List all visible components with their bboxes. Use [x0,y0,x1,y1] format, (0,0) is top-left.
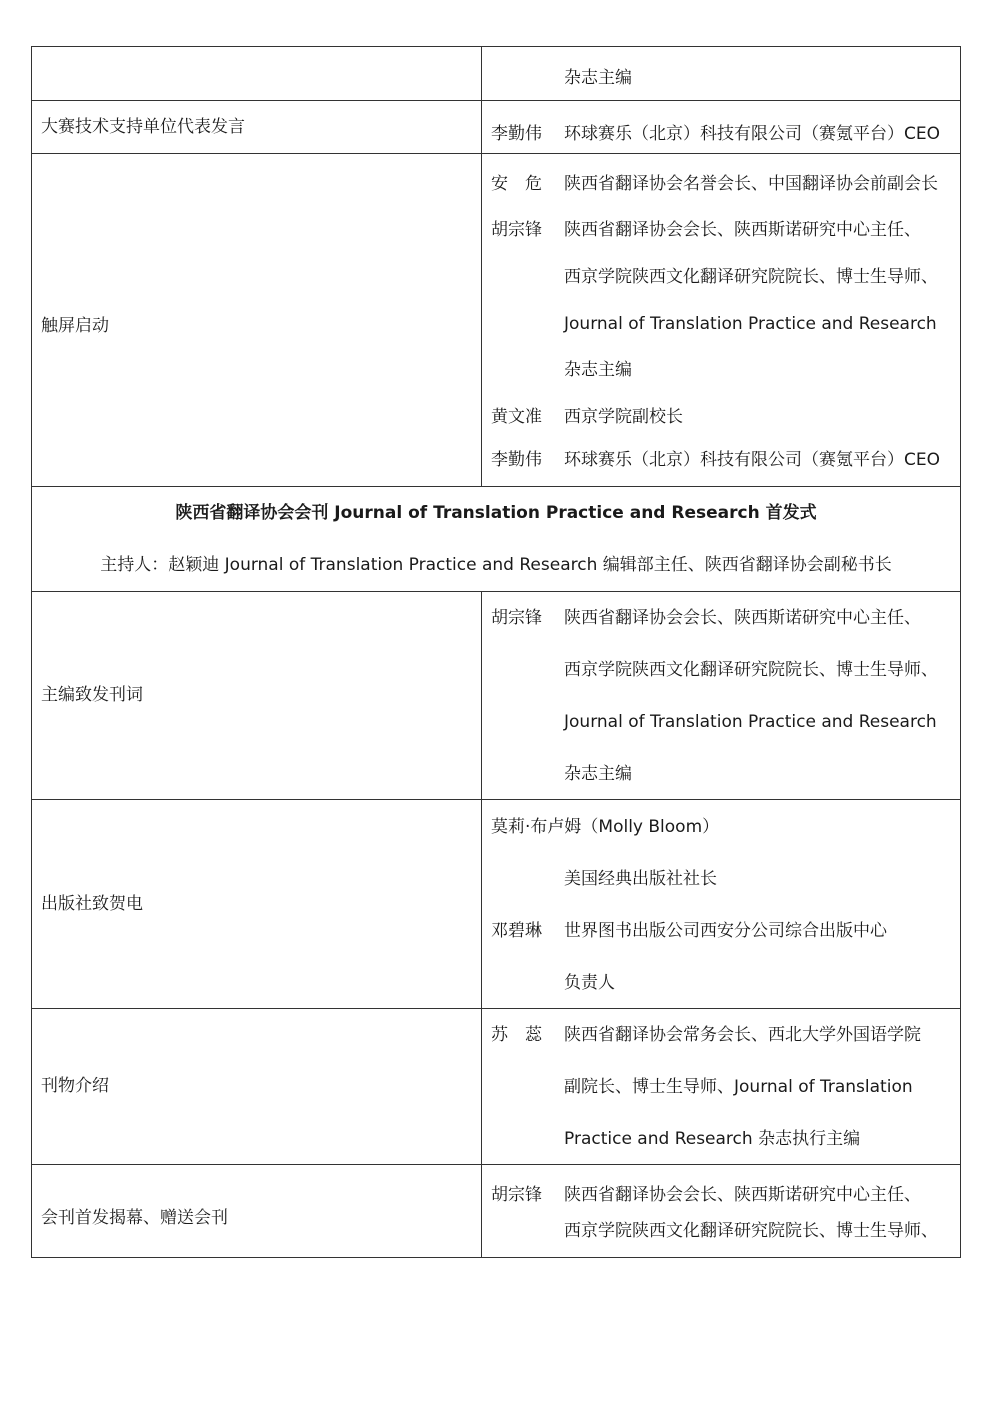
row-4-person-2-line-2: 负责人 [564,973,615,993]
row-6-name: 胡宗锋 [491,1185,542,1205]
row-divider [32,799,960,800]
row-divider [32,100,960,101]
row-4-person-2-line-1: 世界图书出版公司西安分公司综合出版中心 [564,921,887,941]
row-5-name: 苏 蕊 [491,1025,542,1045]
row-1-label: 大赛技术支持单位代表发言 [41,117,245,137]
row-6-line-2: 西京学院陕西文化翻译研究院院长、博士生导师、 [564,1221,938,1241]
row-divider [32,486,960,487]
row-divider [32,1164,960,1165]
row-2-person-3-name: 黄文准 [491,407,542,427]
row-divider [32,591,960,592]
row-3-line-4: 杂志主编 [564,764,632,784]
row-1-line-1: 环球赛乐（北京）科技有限公司（赛氪平台）CEO [564,124,940,144]
row-3-name: 胡宗锋 [491,608,542,628]
section-title: 陕西省翻译协会会刊 Journal of Translation Practice and Research 首发式 [175,503,817,523]
row-4-person-1-line-1: 美国经典出版社社长 [564,869,717,889]
row-3-line-1: 陕西省翻译协会会长、陕西斯诺研究中心主任、 [564,608,921,628]
row-3-line-3: Journal of Translation Practice and Research [564,712,937,732]
row-2-person-1-name: 安 危 [491,174,542,194]
section-host: 主持人：赵颖迪 Journal of Translation Practice and Research 编辑部主任、陕西省翻译协会副秘书长 [100,555,892,575]
row-2-person-2-line-4: 杂志主编 [564,360,632,380]
row-5-line-3: Practice and Research 杂志执行主编 [564,1129,861,1149]
row-2-person-2-line-3: Journal of Translation Practice and Research [564,314,937,334]
row-divider [32,1008,960,1009]
row-2-person-1-line-1: 陕西省翻译协会名誉会长、中国翻译协会前副会长 [564,174,938,194]
row-5-label: 刊物介绍 [41,1076,109,1096]
row-6-label: 会刊首发揭幕、赠送会刊 [41,1208,228,1228]
row-2-label: 触屏启动 [41,316,109,336]
row-3-label: 主编致发刊词 [41,685,143,705]
row-2-person-2-line-1: 陕西省翻译协会会长、陕西斯诺研究中心主任、 [564,220,921,240]
row-4-person-2-name: 邓碧琳 [491,921,542,941]
row-2-person-4-name: 李勤伟 [491,450,542,470]
row-divider [32,153,960,154]
row-3-line-2: 西京学院陕西文化翻译研究院院长、博士生导师、 [564,660,938,680]
column-divider [481,47,482,486]
row-0-line-1: 杂志主编 [564,68,632,88]
program-table [31,46,961,1258]
row-5-line-2: 副院长、博士生导师、Journal of Translation [564,1077,913,1097]
row-5-line-1: 陕西省翻译协会常务会长、西北大学外国语学院 [564,1025,921,1045]
row-2-person-2-line-2: 西京学院陕西文化翻译研究院院长、博士生导师、 [564,267,938,287]
row-2-person-2-name: 胡宗锋 [491,220,542,240]
row-2-person-4-line-1: 环球赛乐（北京）科技有限公司（赛氪平台）CEO [564,450,940,470]
row-1-name: 李勤伟 [491,124,542,144]
row-2-person-3-line-1: 西京学院副校长 [564,407,683,427]
row-4-label: 出版社致贺电 [41,894,143,914]
row-6-line-1: 陕西省翻译协会会长、陕西斯诺研究中心主任、 [564,1185,921,1205]
row-4-person-1-name: 莫莉·布卢姆（Molly Bloom） [491,817,720,837]
column-divider [481,591,482,1257]
